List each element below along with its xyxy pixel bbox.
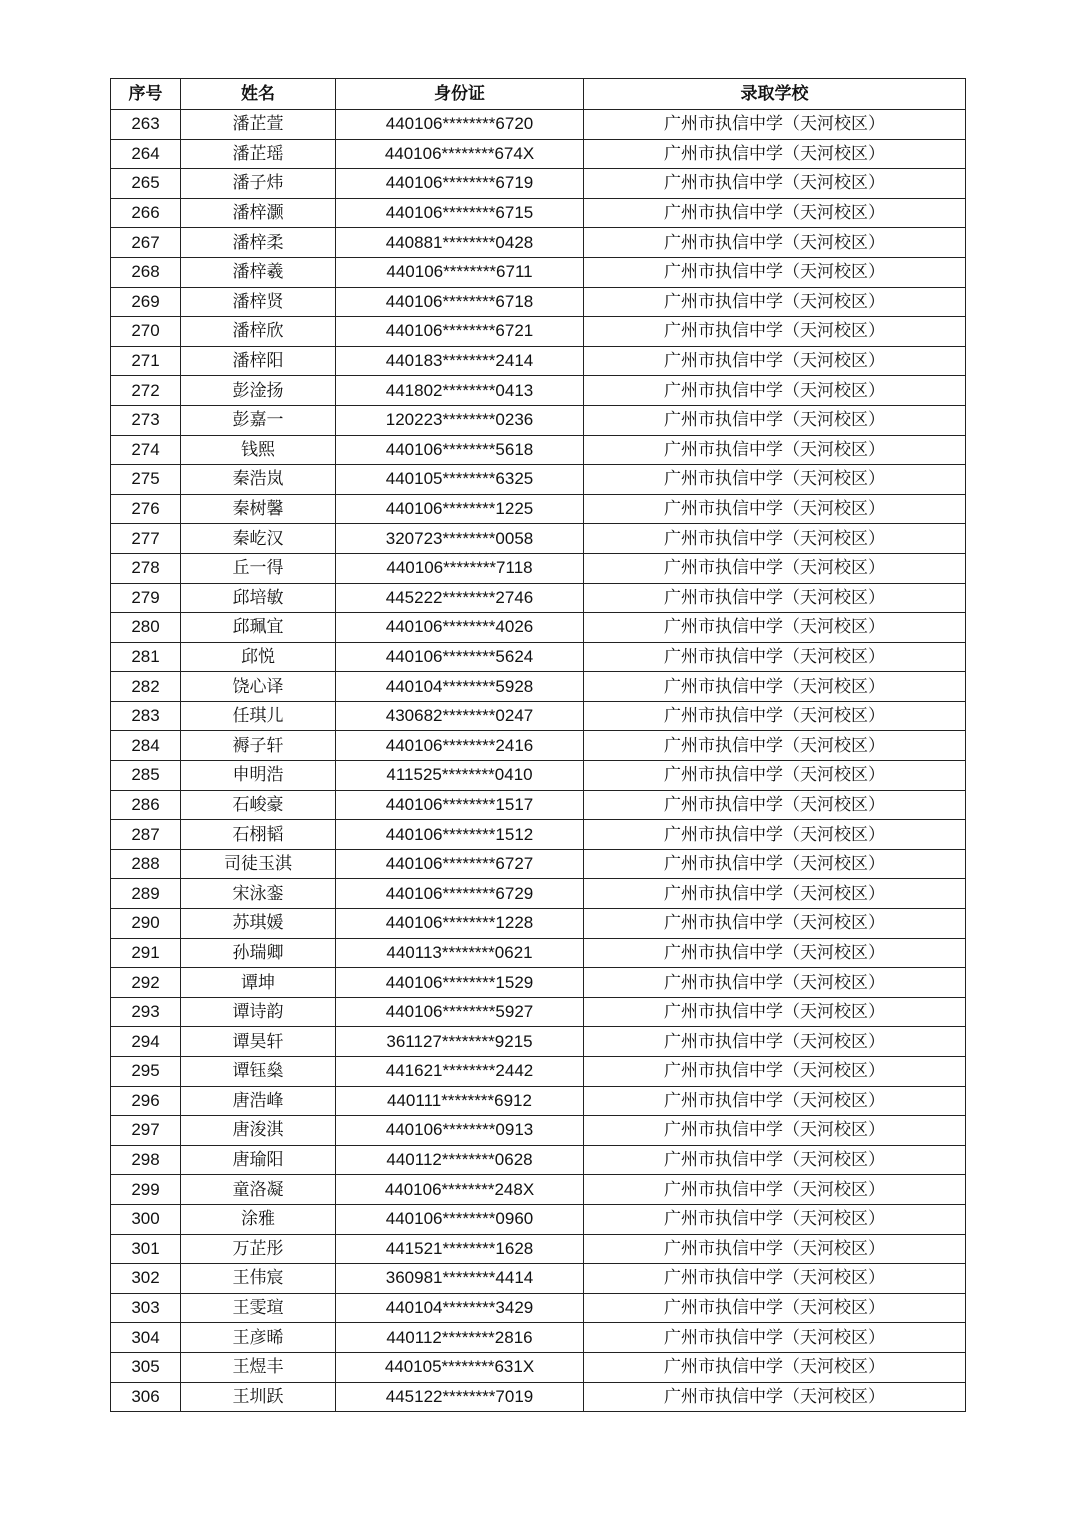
cell-school: 广州市执信中学（天河校区） [584,672,966,702]
cell-index: 275 [111,465,181,495]
table-row [111,346,966,376]
cell-school: 广州市执信中学（天河校区） [584,405,966,435]
table-header [111,79,966,110]
cell-school: 广州市执信中学（天河校区） [584,494,966,524]
cell-school: 广州市执信中学（天河校区） [584,642,966,672]
cell-index: 268 [111,257,181,287]
cell-school: 广州市执信中学（天河校区） [584,198,966,228]
table-row [111,790,966,820]
cell-name: 潘梓欣 [181,317,336,347]
cell-index: 276 [111,494,181,524]
cell-id-number: 440106********6719 [336,169,584,199]
table-row [111,701,966,731]
cell-index: 272 [111,376,181,406]
table-row [111,968,966,998]
cell-school: 广州市执信中学（天河校区） [584,317,966,347]
cell-id-number: 440113********0621 [336,938,584,968]
cell-name: 丘一得 [181,553,336,583]
table-row [111,287,966,317]
cell-name: 唐瑜阳 [181,1145,336,1175]
cell-school: 广州市执信中学（天河校区） [584,465,966,495]
cell-name: 邱珮宜 [181,613,336,643]
cell-id-number: 440106********6727 [336,849,584,879]
cell-name: 王伟宸 [181,1264,336,1294]
cell-name: 唐浩峰 [181,1086,336,1116]
cell-index: 271 [111,346,181,376]
cell-name: 王圳跃 [181,1382,336,1412]
table-row [111,820,966,850]
cell-name: 潘梓柔 [181,228,336,258]
cell-name: 潘梓羲 [181,257,336,287]
table-row [111,1264,966,1294]
cell-index: 289 [111,879,181,909]
table-row [111,1175,966,1205]
cell-school: 广州市执信中学（天河校区） [584,583,966,613]
table-row [111,909,966,939]
cell-id-number: 440106********1512 [336,820,584,850]
cell-name: 司徒玉淇 [181,849,336,879]
cell-id-number: 440106********1517 [336,790,584,820]
cell-id-number: 430682********0247 [336,701,584,731]
cell-index: 293 [111,997,181,1027]
header-school: 录取学校 [584,79,966,110]
cell-id-number: 440183********2414 [336,346,584,376]
cell-index: 301 [111,1234,181,1264]
cell-school: 广州市执信中学（天河校区） [584,1352,966,1382]
cell-id-number: 440112********0628 [336,1145,584,1175]
cell-school: 广州市执信中学（天河校区） [584,1234,966,1264]
cell-id-number: 440106********4026 [336,613,584,643]
cell-id-number: 440106********6718 [336,287,584,317]
cell-id-number: 440106********1529 [336,968,584,998]
cell-index: 286 [111,790,181,820]
cell-index: 267 [111,228,181,258]
header-id-number: 身份证 [336,79,584,110]
table-row [111,879,966,909]
cell-school: 广州市执信中学（天河校区） [584,879,966,909]
cell-name: 童洛凝 [181,1175,336,1205]
cell-school: 广州市执信中学（天河校区） [584,1145,966,1175]
cell-id-number: 361127********9215 [336,1027,584,1057]
cell-name: 潘梓阳 [181,346,336,376]
cell-id-number: 445222********2746 [336,583,584,613]
cell-school: 广州市执信中学（天河校区） [584,938,966,968]
header-index: 序号 [111,79,181,110]
cell-index: 273 [111,405,181,435]
cell-id-number: 440106********5618 [336,435,584,465]
cell-school: 广州市执信中学（天河校区） [584,731,966,761]
table-row [111,938,966,968]
cell-school: 广州市执信中学（天河校区） [584,287,966,317]
cell-index: 269 [111,287,181,317]
cell-id-number: 440104********3429 [336,1293,584,1323]
table-row [111,731,966,761]
cell-school: 广州市执信中学（天河校区） [584,1264,966,1294]
cell-school: 广州市执信中学（天河校区） [584,553,966,583]
table-row [111,1293,966,1323]
cell-index: 303 [111,1293,181,1323]
cell-name: 王煜丰 [181,1352,336,1382]
cell-index: 299 [111,1175,181,1205]
cell-id-number: 440881********0428 [336,228,584,258]
table-row [111,317,966,347]
cell-name: 谭昊轩 [181,1027,336,1057]
cell-school: 广州市执信中学（天河校区） [584,524,966,554]
cell-school: 广州市执信中学（天河校区） [584,1057,966,1087]
table-row [111,1116,966,1146]
cell-school: 广州市执信中学（天河校区） [584,909,966,939]
cell-id-number: 440104********5928 [336,672,584,702]
table-row [111,1057,966,1087]
table-row [111,139,966,169]
cell-name: 涂雅 [181,1204,336,1234]
cell-index: 283 [111,701,181,731]
cell-school: 广州市执信中学（天河校区） [584,968,966,998]
cell-index: 281 [111,642,181,672]
cell-school: 广州市执信中学（天河校区） [584,346,966,376]
table-row [111,110,966,140]
cell-school: 广州市执信中学（天河校区） [584,435,966,465]
table-row [111,524,966,554]
cell-index: 305 [111,1352,181,1382]
cell-id-number: 440106********1228 [336,909,584,939]
cell-id-number: 441802********0413 [336,376,584,406]
cell-name: 王彦晞 [181,1323,336,1353]
cell-index: 270 [111,317,181,347]
cell-index: 291 [111,938,181,968]
table-row [111,583,966,613]
cell-id-number: 440106********5624 [336,642,584,672]
cell-id-number: 440106********6711 [336,257,584,287]
table-row [111,228,966,258]
cell-school: 广州市执信中学（天河校区） [584,228,966,258]
cell-id-number: 440106********7118 [336,553,584,583]
table-row [111,1352,966,1382]
cell-index: 280 [111,613,181,643]
admission-table [110,78,966,1412]
table-row [111,376,966,406]
cell-name: 邱培敏 [181,583,336,613]
table-row [111,553,966,583]
cell-id-number: 445122********7019 [336,1382,584,1412]
cell-name: 任琪儿 [181,701,336,731]
cell-name: 褥子轩 [181,731,336,761]
cell-id-number: 320723********0058 [336,524,584,554]
cell-id-number: 440106********6721 [336,317,584,347]
header-row [111,79,966,110]
table-row [111,465,966,495]
cell-index: 290 [111,909,181,939]
cell-index: 298 [111,1145,181,1175]
cell-name: 王雯瑄 [181,1293,336,1323]
cell-name: 石栩韬 [181,820,336,850]
cell-id-number: 440111********6912 [336,1086,584,1116]
cell-name: 秦屹汉 [181,524,336,554]
cell-name: 潘芷萱 [181,110,336,140]
table-row [111,1382,966,1412]
cell-id-number: 440105********6325 [336,465,584,495]
cell-name: 潘梓灏 [181,198,336,228]
cell-index: 274 [111,435,181,465]
cell-name: 谭坤 [181,968,336,998]
table-row [111,1027,966,1057]
cell-index: 284 [111,731,181,761]
table-row [111,849,966,879]
cell-id-number: 440106********6715 [336,198,584,228]
cell-school: 广州市执信中学（天河校区） [584,701,966,731]
table-row [111,198,966,228]
cell-index: 302 [111,1264,181,1294]
cell-index: 285 [111,761,181,791]
cell-school: 广州市执信中学（天河校区） [584,1204,966,1234]
cell-school: 广州市执信中学（天河校区） [584,169,966,199]
cell-school: 广州市执信中学（天河校区） [584,257,966,287]
table-row [111,1145,966,1175]
cell-school: 广州市执信中学（天河校区） [584,849,966,879]
cell-index: 266 [111,198,181,228]
cell-index: 288 [111,849,181,879]
cell-name: 万芷彤 [181,1234,336,1264]
cell-index: 294 [111,1027,181,1057]
cell-name: 彭淦扬 [181,376,336,406]
cell-school: 广州市执信中学（天河校区） [584,376,966,406]
cell-school: 广州市执信中学（天河校区） [584,790,966,820]
cell-id-number: 440106********248X [336,1175,584,1205]
cell-school: 广州市执信中学（天河校区） [584,1382,966,1412]
cell-name: 潘子炜 [181,169,336,199]
table-row [111,1204,966,1234]
table-body [111,110,966,1412]
cell-name: 潘芷瑶 [181,139,336,169]
cell-id-number: 440106********5927 [336,997,584,1027]
table-row [111,1234,966,1264]
table-row [111,761,966,791]
table-row [111,613,966,643]
cell-id-number: 120223********0236 [336,405,584,435]
cell-index: 296 [111,1086,181,1116]
cell-id-number: 441621********2442 [336,1057,584,1087]
cell-id-number: 440106********6729 [336,879,584,909]
table-row [111,257,966,287]
cell-id-number: 440105********631X [336,1352,584,1382]
cell-index: 295 [111,1057,181,1087]
cell-index: 306 [111,1382,181,1412]
cell-id-number: 440106********2416 [336,731,584,761]
cell-name: 饶心译 [181,672,336,702]
table-row [111,1323,966,1353]
cell-id-number: 440112********2816 [336,1323,584,1353]
cell-school: 广州市执信中学（天河校区） [584,110,966,140]
cell-id-number: 440106********6720 [336,110,584,140]
cell-school: 广州市执信中学（天河校区） [584,139,966,169]
cell-index: 304 [111,1323,181,1353]
cell-name: 钱熙 [181,435,336,465]
cell-id-number: 440106********0960 [336,1204,584,1234]
cell-name: 邱悦 [181,642,336,672]
cell-name: 申明浩 [181,761,336,791]
table-row [111,1086,966,1116]
header-name: 姓名 [181,79,336,110]
cell-id-number: 411525********0410 [336,761,584,791]
cell-school: 广州市执信中学（天河校区） [584,1293,966,1323]
table-row [111,169,966,199]
cell-school: 广州市执信中学（天河校区） [584,1027,966,1057]
table-row [111,405,966,435]
cell-name: 唐浚淇 [181,1116,336,1146]
cell-name: 秦树馨 [181,494,336,524]
table-row [111,435,966,465]
cell-school: 广州市执信中学（天河校区） [584,997,966,1027]
cell-name: 谭钰燊 [181,1057,336,1087]
cell-name: 石峻豪 [181,790,336,820]
cell-school: 广州市执信中学（天河校区） [584,1175,966,1205]
cell-index: 279 [111,583,181,613]
cell-school: 广州市执信中学（天河校区） [584,820,966,850]
cell-index: 277 [111,524,181,554]
cell-school: 广州市执信中学（天河校区） [584,761,966,791]
cell-index: 264 [111,139,181,169]
table-row [111,997,966,1027]
cell-school: 广州市执信中学（天河校区） [584,1086,966,1116]
cell-id-number: 440106********674X [336,139,584,169]
cell-id-number: 440106********1225 [336,494,584,524]
cell-name: 潘梓贤 [181,287,336,317]
cell-name: 苏琪媛 [181,909,336,939]
table-row [111,672,966,702]
cell-id-number: 360981********4414 [336,1264,584,1294]
cell-name: 秦浩岚 [181,465,336,495]
cell-id-number: 441521********1628 [336,1234,584,1264]
cell-index: 292 [111,968,181,998]
cell-id-number: 440106********0913 [336,1116,584,1146]
cell-index: 278 [111,553,181,583]
table-row [111,494,966,524]
cell-school: 广州市执信中学（天河校区） [584,613,966,643]
cell-name: 宋泳銮 [181,879,336,909]
table-row [111,642,966,672]
cell-name: 谭诗韵 [181,997,336,1027]
cell-school: 广州市执信中学（天河校区） [584,1116,966,1146]
cell-index: 300 [111,1204,181,1234]
cell-index: 282 [111,672,181,702]
cell-index: 287 [111,820,181,850]
cell-school: 广州市执信中学（天河校区） [584,1323,966,1353]
cell-name: 孙瑞卿 [181,938,336,968]
cell-name: 彭嘉一 [181,405,336,435]
cell-index: 265 [111,169,181,199]
cell-index: 263 [111,110,181,140]
cell-index: 297 [111,1116,181,1146]
